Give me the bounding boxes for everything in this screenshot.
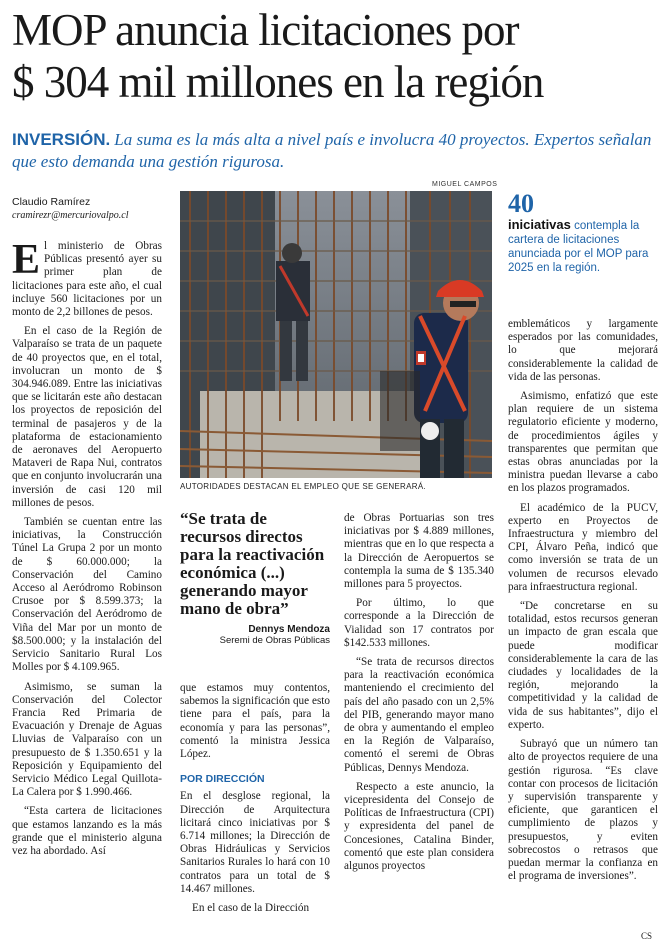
article-column-3 xyxy=(344,512,494,879)
paragraph: El académico de la PUCV, experto en Proyectos de Infraestructura y miembro del CPI, Álvaro Peña, indicó que como inversión se trata de un volumen de recursos elevado para infraestructura regional. xyxy=(508,501,658,593)
paragraph: También se cuentan entre las iniciativas, la Construcción Túnel La Grupa 2 por un monto de $ 60.000.000; la Conservación del Camino Acceso al Aeródromo Robinson Crusoe por $ 8.599.373; la Conservación del Aeródromo de Viña del Mar por un monto de $8.500.000; y la instalación del Servicio Sanitario Rural Los Molles por $ 4.109.965. xyxy=(12,516,162,674)
paragraph: Por último, lo que corresponde a la Dirección de Vialidad son 17 contratos por $142.533 millones. xyxy=(344,597,494,649)
lead-kicker: INVERSIÓN. xyxy=(12,130,111,149)
article-column-1 xyxy=(12,237,162,864)
construction-photo xyxy=(180,191,492,478)
paragraph: Respecto a este anuncio, la vicepresidenta del Consejo de Políticas de Infraestructura (CPI) y expresidenta del panel de Concesiones, Catalina Binder, comentó que este plan considera algunos proyectos xyxy=(344,780,494,873)
paragraph: “Se trata de recursos directos para la reactivación económica manteniendo el crecimiento del país del año pasado con un 2,5% del PIB, generando mayor mano de obra y aumentando el empleo en la Región de Valparaíso, comentó el seremi de Obras Públicas, Dennys Mendoza. xyxy=(344,656,494,774)
headline-line-1: MOP anuncia licitaciones por xyxy=(12,5,519,55)
headline-line-2: $ 304 mil millones en la región xyxy=(12,57,544,107)
stat-number: 40 xyxy=(508,189,534,218)
quote-role: Seremi de Obras Públicas xyxy=(219,635,330,646)
byline xyxy=(12,195,129,223)
paragraph: Asimismo, enfatizó que este plan requiere de un sistema regulatorio eficiente y moderno, de procedimientos ágiles y transparentes que permitan que estas obras anunciadas por la ministra puedan llevarse a cabo en los plazos programados. xyxy=(508,390,658,495)
pull-quote xyxy=(180,510,330,646)
paragraph: “Esta cartera de licitaciones que estamos lanzando es la más grande que el ministerio alguna vez ha abordado. Así xyxy=(12,805,162,857)
paragraph: que estamos muy contentos, sabemos la significación que esto tiene para el país, para la economía y para las personas”, comentó la ministra Jessica López. xyxy=(180,682,330,761)
end-mark: CS xyxy=(640,931,652,941)
article-column-2 xyxy=(180,682,330,921)
paragraph: En el caso de la Dirección xyxy=(192,902,310,915)
lead-paragraph xyxy=(12,129,652,173)
section-subhead: POR DIRECCIÓN xyxy=(180,773,265,786)
paragraph: El ministerio de Obras Públicas presentó ayer su primer plan de licitaciones para este año, el cual incluye 560 licitaciones por un monto de 2,2 billones de pesos. xyxy=(12,237,162,319)
stat-label: iniciativas xyxy=(508,217,571,232)
author-name: Claudio Ramírez xyxy=(12,196,91,208)
lead-text: La suma es la más alta a nivel país e involucra 40 proyectos. Expertos señalan que esto demanda una gestión rigurosa. xyxy=(12,130,652,171)
headline xyxy=(12,4,657,108)
photo-credit: MIGUEL CAMPOS xyxy=(432,181,498,188)
paragraph: “De concretarse en su totalidad, estos recursos generan un impacto de gran escala que puede modificar considerablemente la cara de las ciudades y localidades de la región, mejorando la competitividad y la calidad de vida de sus habitantes”, dijo el experto. xyxy=(508,600,658,731)
stat-box xyxy=(508,190,656,275)
paragraph: de Obras Portuarias son tres iniciativas por $ 4.889 millones, mientras que en lo que respecta a la Dirección de Aeropuertos se contempla la suma de $ 135.340 millones para 5 proyectos. xyxy=(344,512,494,591)
stat-description: contempla la cartera de licitaciones anunciada por el MOP para 2025 en la región. xyxy=(508,220,649,274)
paragraph: Asimismo, se suman la Conservación del Colector Francia Red Primaria de Evacuación y Drenaje de Aguas Lluvias de Valparaíso con un presupuesto de $ 1.350.651 y la Reposición y Equipamiento del Servicio Médico Legal Quillota-La Calera por $ 1.990.466. xyxy=(12,680,162,799)
quote-text: “Se trata de recursos directos para la reactivación económica (...) generando mayor mano de obra” xyxy=(180,509,325,618)
drop-cap: E xyxy=(12,237,41,283)
quote-author: Dennys Mendoza xyxy=(248,624,330,635)
article-column-4 xyxy=(508,318,658,889)
paragraph: Subrayó que un número tan alto de proyectos requiere de una gestión rigurosa. “Es clave contar con procesos de licitación y supervisión transparente y eficiente, que garanticen el cumplimiento de plazos y presupuestos, y eviten sobrecostos o retrasos que puedan mermar la confianza en el programa de inversiones”. xyxy=(508,738,658,883)
paragraph: En el caso de la Región de Valparaíso se trata de un paquete de 40 proyectos que, en el total, involucran un monto de $ 304.946.089. Entre las iniciativas que se licitarán este año destacan los proyectos de reposición del terminal de pasajeros y de la plataforma de estacionamiento de aeronaves del Aeropuerto Mataveri de Rapa Nui, contratos que en conjunto involucrarán una inversión de casi 120 mil millones de pesos. xyxy=(12,325,162,509)
paragraph: En el desglose regional, la Dirección de Arquitectura licitará cinco iniciativas por $ 6.714 millones; la Dirección de Obras Hidráulicas y Servicios Sanitarios Rurales lo hará con 10 contratos para un total de $ 14.467 millones. xyxy=(180,790,330,895)
photo-caption: AUTORIDADES DESTACAN EL EMPLEO QUE SE GENERARÁ. xyxy=(180,482,427,491)
paragraph: emblemáticos y largamente esperados por las comunidades, lo que mejorará considerablemente la calidad de vida de las personas. xyxy=(508,318,658,383)
stat-text xyxy=(508,218,656,275)
author-email: cramirezr@mercuriovalpo.cl xyxy=(12,210,129,221)
